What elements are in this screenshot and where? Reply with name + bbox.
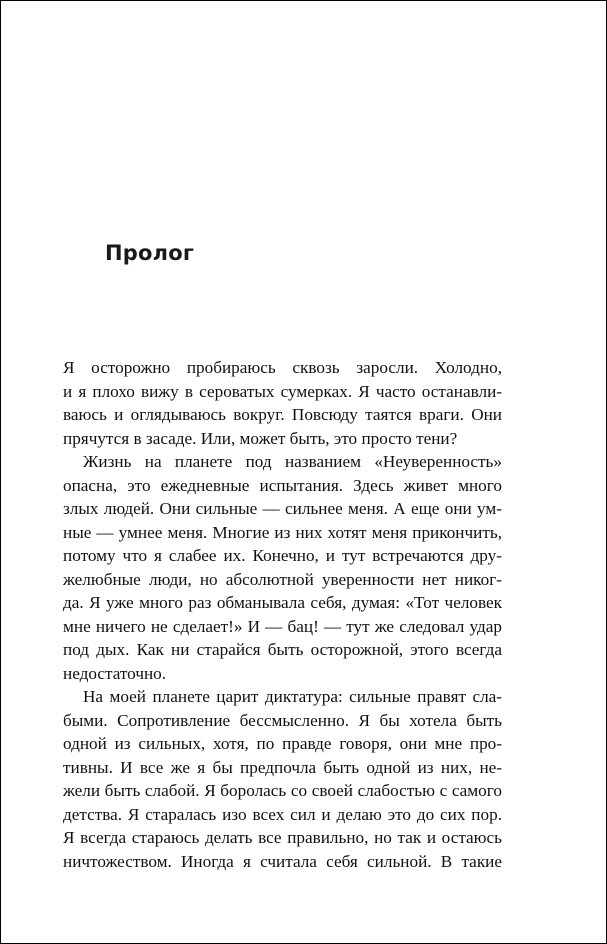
text-line: потому что я слабее их. Конечно, и тут встречаются дру- [63,546,502,565]
text-line: Я осторожно пробираюсь сквозь заросли. Холодно, [63,358,502,377]
text-line: да. Я уже много раз обманывала себя, думая: «Тот человек [63,593,502,612]
text-line: и я плохо вижу в сероватых сумерках. Я часто останавли- [63,381,502,401]
text-line: ваюсь и оглядываюсь вокруг. Повсюду таятся враги. Они [63,405,502,424]
text-line: опасна, это ежедневные испытания. Здесь живет много [63,475,502,495]
text-line: одной из сильных, хотя, по правде говоря, они мне про- [63,734,502,753]
text-line: ные — умнее меня. Многие из них хотят меня прикончить, [63,522,502,542]
paragraph-1 [63,356,502,450]
chapter-title: Пролог [105,241,195,265]
text-line: жели быть слабой. Я боролась со своей слабостью с самого [63,781,502,800]
text-line: быми. Сопротивление бессмысленно. Я бы хотела быть [63,710,502,730]
text-line: детства. Я старалась изо всех сил и делаю это до сих пор. [63,804,502,824]
text-line: прячутся в засаде. Или, может быть, это просто тени? [63,428,458,448]
body-text [63,356,502,873]
text-line: Я всегда стараюсь делать все правильно, но так и остаюсь [63,828,502,847]
text-line: На моей планете царит диктатура: сильные правят сла- [83,687,502,706]
text-line: желюбные люди, но абсолютной уверенности нет никог- [63,569,502,589]
text-line: мне ничего не сделает!» И — бац! — тут же следовал удар [63,616,502,636]
paragraph-3 [63,685,502,873]
text-line: тивны. И все же я бы предпочла быть одной из них, не- [63,757,502,777]
text-line: Жизнь на планете под названием «Неуверенность» [83,452,502,471]
paragraph-2 [63,450,502,685]
text-line: ничтожеством. Иногда я считала себя сильной. В такие [63,851,502,871]
text-line: под дых. Как ни старайся быть осторожной, этого всегда [63,640,502,659]
text-line: недостаточно. [63,663,167,683]
text-line: злых людей. Они сильные — сильнее меня. А еще они ум- [63,499,502,518]
